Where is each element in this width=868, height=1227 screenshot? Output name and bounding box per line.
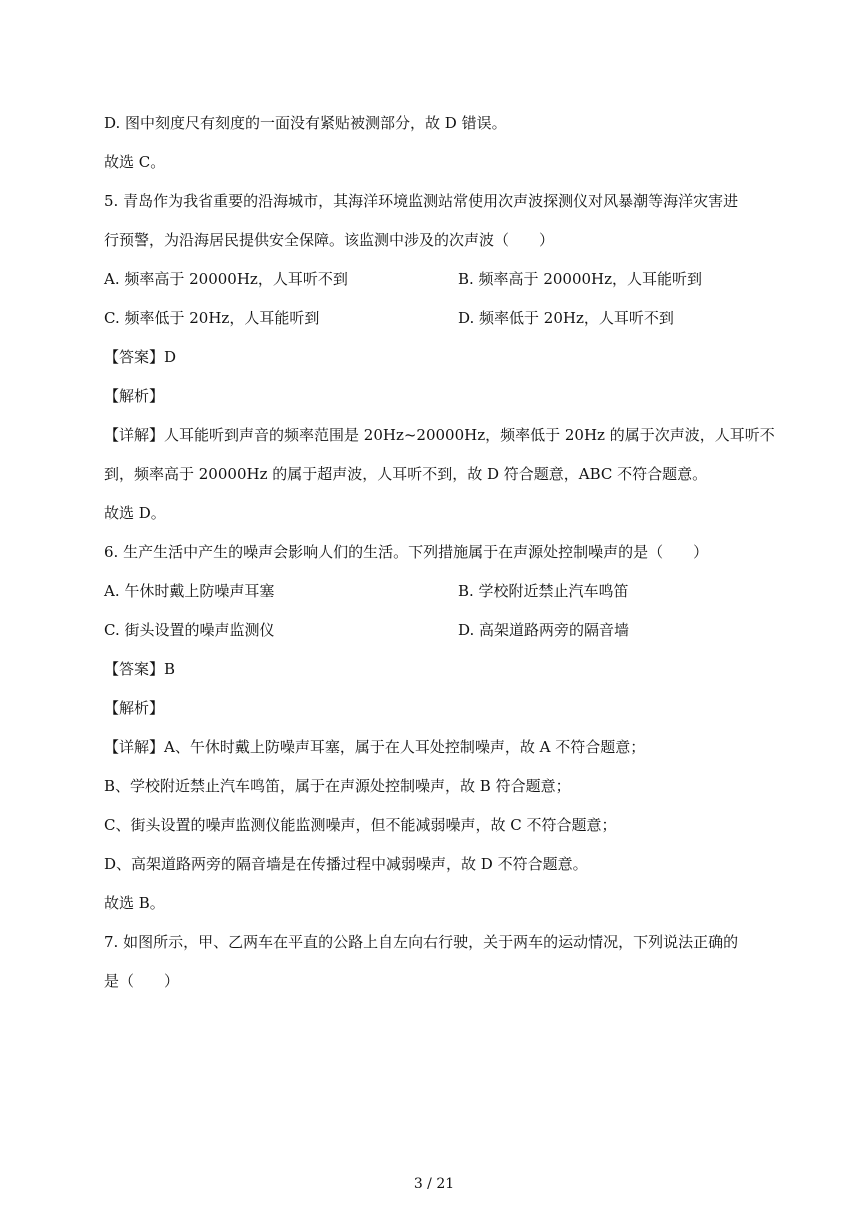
analysis-label: 【解析】 xyxy=(104,699,165,717)
analysis-label: 【解析】 xyxy=(104,387,165,405)
text-line: 故选 C。 xyxy=(104,153,166,171)
explanation-line: 【详解】人耳能听到声音的频率范围是 20Hz~20000Hz，频率低于 20Hz 的属于次声波，人耳听不 xyxy=(104,426,775,444)
answer-label: 【答案】B xyxy=(104,660,176,678)
option-a: A. 频率高于 20000Hz，人耳听不到 xyxy=(104,270,348,288)
explanation-line: C、街头设置的噪声监测仪能监测噪声，但不能减弱噪声，故 C 不符合题意； xyxy=(104,816,617,834)
option-d: D. 频率低于 20Hz，人耳听不到 xyxy=(458,309,674,327)
option-c: C. 频率低于 20Hz，人耳能听到 xyxy=(104,309,320,327)
text-line: D. 图中刻度尺有刻度的一面没有紧贴被测部分，故 D 错误。 xyxy=(104,114,507,132)
explanation-line: 【详解】A、午休时戴上防噪声耳塞，属于在人耳处控制噪声，故 A 不符合题意； xyxy=(104,738,646,756)
question-7-stem: 是（ ） xyxy=(104,972,180,990)
conclusion-line: 故选 D。 xyxy=(104,504,166,522)
option-d: D. 高架道路两旁的隔音墙 xyxy=(458,621,630,639)
question-5-stem: 行预警，为沿海居民提供安全保障。该监测中涉及的次声波（ ） xyxy=(104,231,555,249)
explanation-line: D、高架道路两旁的隔音墙是在传播过程中减弱噪声，故 D 不符合题意。 xyxy=(104,855,588,873)
option-c: C. 街头设置的噪声监测仪 xyxy=(104,621,275,639)
answer-label: 【答案】D xyxy=(104,348,177,366)
option-b: B. 学校附近禁止汽车鸣笛 xyxy=(458,582,629,600)
explanation-line: 到，频率高于 20000Hz 的属于超声波，人耳听不到，故 D 符合题意，ABC 不符合题意。 xyxy=(104,465,708,483)
question-7-stem: 7. 如图所示，甲、乙两车在平直的公路上自左向右行驶，关于两车的运动情况，下列说法正确的 xyxy=(104,933,739,951)
page-number: 3 / 21 xyxy=(413,1176,455,1192)
question-6-stem: 6. 生产生活中产生的噪声会影响人们的生活。下列措施属于在声源处控制噪声的是（ ） xyxy=(104,543,709,561)
option-b: B. 频率高于 20000Hz，人耳能听到 xyxy=(458,270,703,288)
conclusion-line: 故选 B。 xyxy=(104,894,165,912)
question-5-stem: 5. 青岛作为我省重要的沿海城市，其海洋环境监测站常使用次声波探测仪对风暴潮等海洋灾害进 xyxy=(104,192,739,210)
explanation-line: B、学校附近禁止汽车鸣笛，属于在声源处控制噪声，故 B 符合题意； xyxy=(104,777,571,795)
option-a: A. 午休时戴上防噪声耳塞 xyxy=(104,582,275,600)
